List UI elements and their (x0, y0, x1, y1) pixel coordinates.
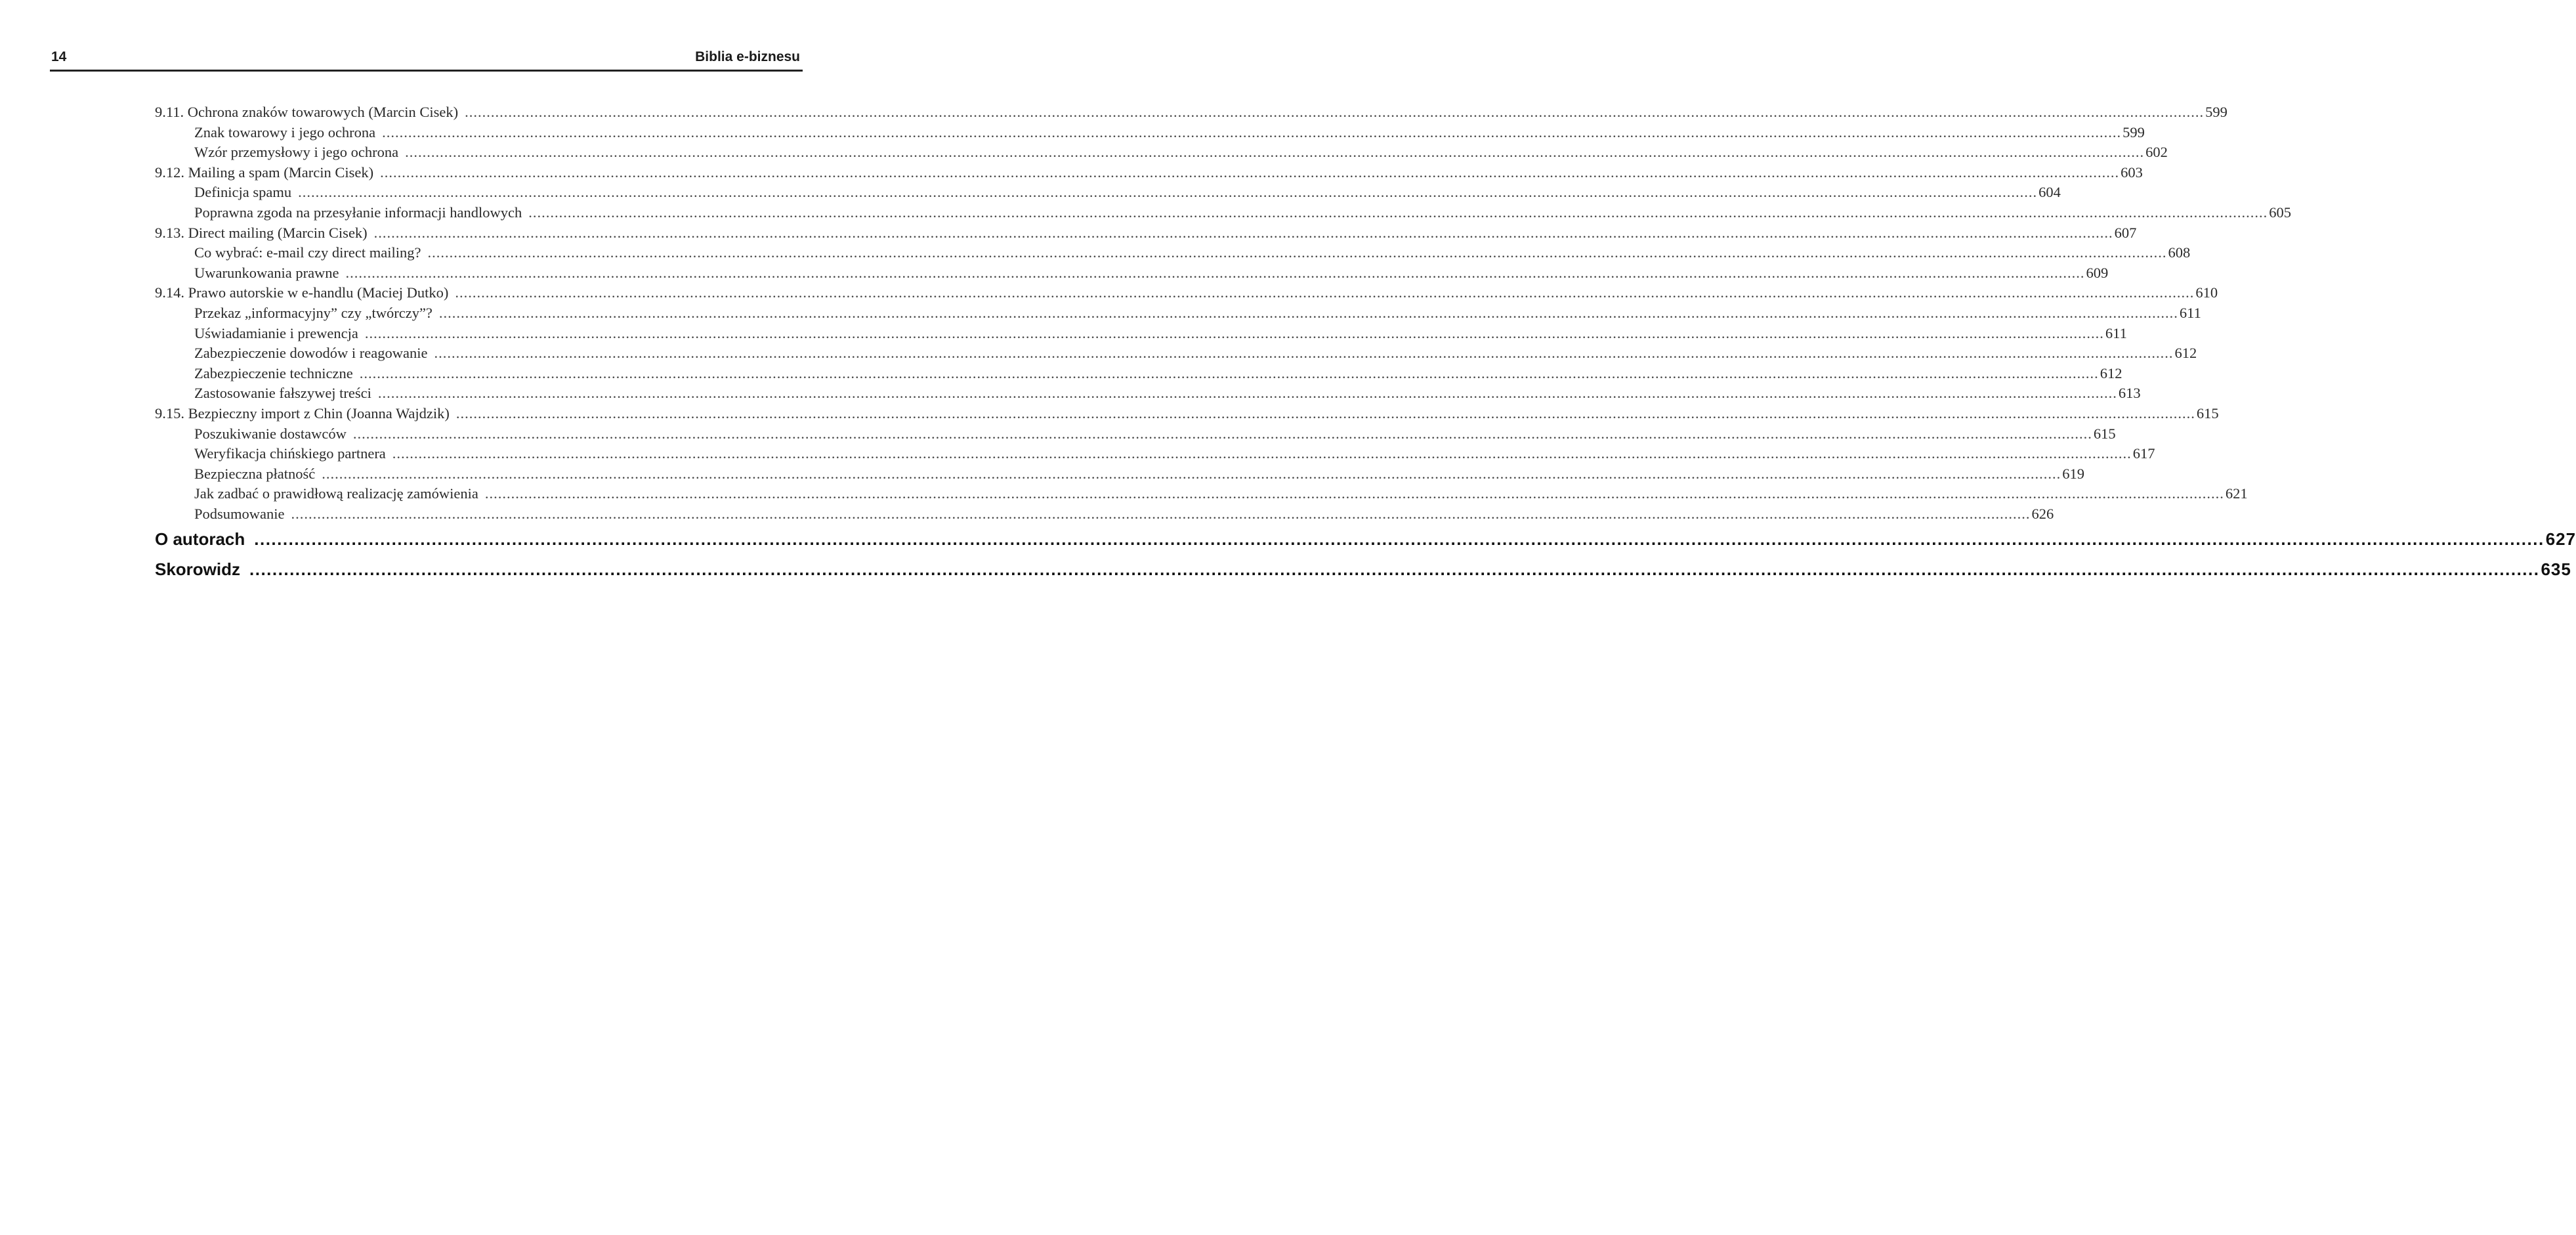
toc-entry-title: 9.12. Mailing a spam (Marcin Cisek) (155, 163, 374, 181)
dot-leader: ................................................................................................................................................................................................................................................................................................................................................................................................................ (359, 364, 2099, 381)
toc-entry-title: Przekaz „informacyjny” czy „twórczy”? (194, 304, 433, 321)
toc-entry-page: 611 (2179, 304, 2201, 321)
toc-entry-title: Zabezpieczenie dowodów i reagowanie (194, 345, 428, 362)
toc-subsection-row (155, 183, 2061, 203)
dot-leader: ................................................................................................................................................................................................................................................................................................................................................................................................................ (455, 284, 2195, 301)
toc-subsection-row (155, 303, 2201, 324)
toc-subsection-row (155, 364, 2122, 384)
toc-entry-title: Uświadamianie i prewencja (194, 324, 358, 341)
toc-subsection-row (155, 464, 2085, 485)
toc-entry-authors (155, 529, 2576, 550)
dot-leader: ................................................................................................................................................................................................................................................................................................................................................................................................................ (455, 404, 2195, 422)
dot-leader: ................................................................................................................................................................................................................................................................................................................................................................................................................ (291, 505, 2031, 522)
dot-leader: ................................................................................................................................................................................................................................................................................................................................................................................................................ (352, 425, 2092, 442)
toc-entry-page: 599 (2205, 104, 2228, 120)
toc-entry-page: 615 (2196, 404, 2219, 422)
page-number: 14 (51, 49, 67, 64)
toc-section-row (155, 283, 2218, 303)
dot-leader: ................................................................................................................................................................................................................................................................................................................................................................................................................ (427, 244, 2167, 261)
toc-entry-title: Definicja spamu (194, 184, 292, 201)
toc-entry-title: O autorach (155, 529, 245, 549)
dot-leader: ................................................................................................................................................................................................................................................................................................................................................................................................................ (377, 385, 2117, 402)
toc-entry-page: 612 (2100, 364, 2122, 381)
toc-entry-page: 617 (2132, 445, 2155, 462)
toc-entry-title: 9.14. Prawo autorskie w e-handlu (Maciej Dutko) (155, 284, 449, 301)
toc-entry-title: Zastosowanie fałszywej treści (194, 385, 371, 402)
toc-subsection-row (155, 243, 2191, 263)
dot-leader: ................................................................................................................................................................................................................................................................................................................................................................................................................ (528, 204, 2268, 221)
toc-entry-title: Poprawna zgoda na przesyłanie informacji handlowych (194, 204, 522, 221)
dot-leader: ................................................................................................................................................................................................................................................................................................................................................................................................................ (254, 529, 2544, 549)
dot-leader: ................................................................................................................................................................................................................................................................................................................................................................................................................ (484, 485, 2224, 502)
toc-entry-title: Co wybrać: e-mail czy direct mailing? (194, 244, 421, 261)
toc-subsection-row (155, 123, 2145, 143)
dot-leader: ................................................................................................................................................................................................................................................................................................................................................................................................................ (434, 345, 2174, 362)
toc-entry-title: Uwarunkowania prawne (194, 264, 339, 281)
toc-entry-page: 615 (2093, 425, 2116, 442)
toc-subsection-row (155, 263, 2109, 284)
toc-subsection-row (155, 444, 2155, 464)
dot-leader: ................................................................................................................................................................................................................................................................................................................................................................................................................ (249, 559, 2540, 579)
toc-entry-title: 9.15. Bezpieczny import z Chin (Joanna Wajdzik) (155, 404, 450, 422)
toc-subsection-row (155, 203, 2291, 223)
toc-subsection-row (155, 343, 2197, 364)
dot-leader: ................................................................................................................................................................................................................................................................................................................................................................................................................ (405, 144, 2145, 161)
dot-leader: ................................................................................................................................................................................................................................................................................................................................................................................................................ (373, 224, 2113, 241)
dot-leader: ................................................................................................................................................................................................................................................................................................................................................................................................................ (298, 184, 2038, 201)
dot-leader: ................................................................................................................................................................................................................................................................................................................................................................................................................ (392, 445, 2132, 462)
dot-leader: ................................................................................................................................................................................................................................................................................................................................................................................................................ (438, 304, 2178, 321)
toc-subsection-row (155, 484, 2248, 504)
dot-leader: ................................................................................................................................................................................................................................................................................................................................................................................................................ (382, 123, 2122, 141)
toc-entry-page: 613 (2118, 385, 2141, 402)
toc-entry-index (155, 559, 2571, 580)
toc-subsection-row (155, 504, 2054, 525)
toc-entry-page: 626 (2031, 505, 2054, 522)
book-title: Biblia e-biznesu (695, 49, 800, 64)
toc-section-row (155, 223, 2137, 244)
toc-entry-page: 602 (2145, 144, 2168, 161)
toc-subsection-row (155, 383, 2141, 404)
page-header (50, 47, 803, 68)
toc-entry-title: 9.11. Ochrona znaków towarowych (Marcin Cisek) (155, 104, 459, 120)
toc-entry-title: Weryfikacja chińskiego partnera (194, 445, 386, 462)
toc-entry-page: 610 (2195, 284, 2218, 301)
toc-entry-page: 619 (2062, 465, 2085, 482)
toc-entry-title: Poszukiwanie dostawców (194, 425, 347, 442)
toc-entry-title: Znak towarowy i jego ochrona (194, 123, 376, 141)
toc-entry-page: 603 (2121, 163, 2143, 181)
toc-entry-title: Jak zadbać o prawidłową realizację zamówienia (194, 485, 478, 502)
toc-entry-page: 599 (2122, 123, 2145, 141)
toc-section-row (155, 404, 2219, 424)
toc-entry-page: 604 (2038, 184, 2061, 201)
toc-entry-page: 612 (2174, 345, 2197, 362)
toc-entry-page: 611 (2105, 324, 2127, 341)
toc-entry-title: 9.13. Direct mailing (Marcin Cisek) (155, 224, 368, 241)
toc-subsection-row (155, 324, 2127, 344)
dot-leader: ................................................................................................................................................................................................................................................................................................................................................................................................................ (380, 163, 2120, 181)
toc-entry-page: 608 (2168, 244, 2191, 261)
toc-entry-page: 621 (2225, 485, 2248, 502)
toc-entry-page: 627 (2545, 529, 2576, 549)
toc-entry-page: 605 (2269, 204, 2291, 221)
toc-entry-title: Skorowidz (155, 559, 241, 579)
toc-entry-page: 609 (2086, 264, 2109, 281)
dot-leader: ................................................................................................................................................................................................................................................................................................................................................................................................................ (465, 104, 2205, 120)
dot-leader: ................................................................................................................................................................................................................................................................................................................................................................................................................ (345, 264, 2085, 281)
dot-leader: ................................................................................................................................................................................................................................................................................................................................................................................................................ (322, 465, 2061, 482)
toc-entry-page: 635 (2541, 559, 2571, 579)
header-rule (50, 70, 803, 72)
toc-entry-title: Wzór przemysłowy i jego ochrona (194, 144, 399, 161)
toc-entry-title: Zabezpieczenie techniczne (194, 364, 353, 381)
toc-entry-title: Podsumowanie (194, 505, 285, 522)
toc-section-row (155, 163, 2143, 183)
toc-subsection-row (155, 142, 2168, 163)
toc-section-row (155, 102, 2228, 123)
toc-entry-title: Bezpieczna płatność (194, 465, 316, 482)
table-of-contents (155, 102, 2291, 524)
dot-leader: ................................................................................................................................................................................................................................................................................................................................................................................................................ (364, 324, 2104, 341)
toc-entry-page: 607 (2114, 224, 2137, 241)
toc-subsection-row (155, 424, 2116, 444)
